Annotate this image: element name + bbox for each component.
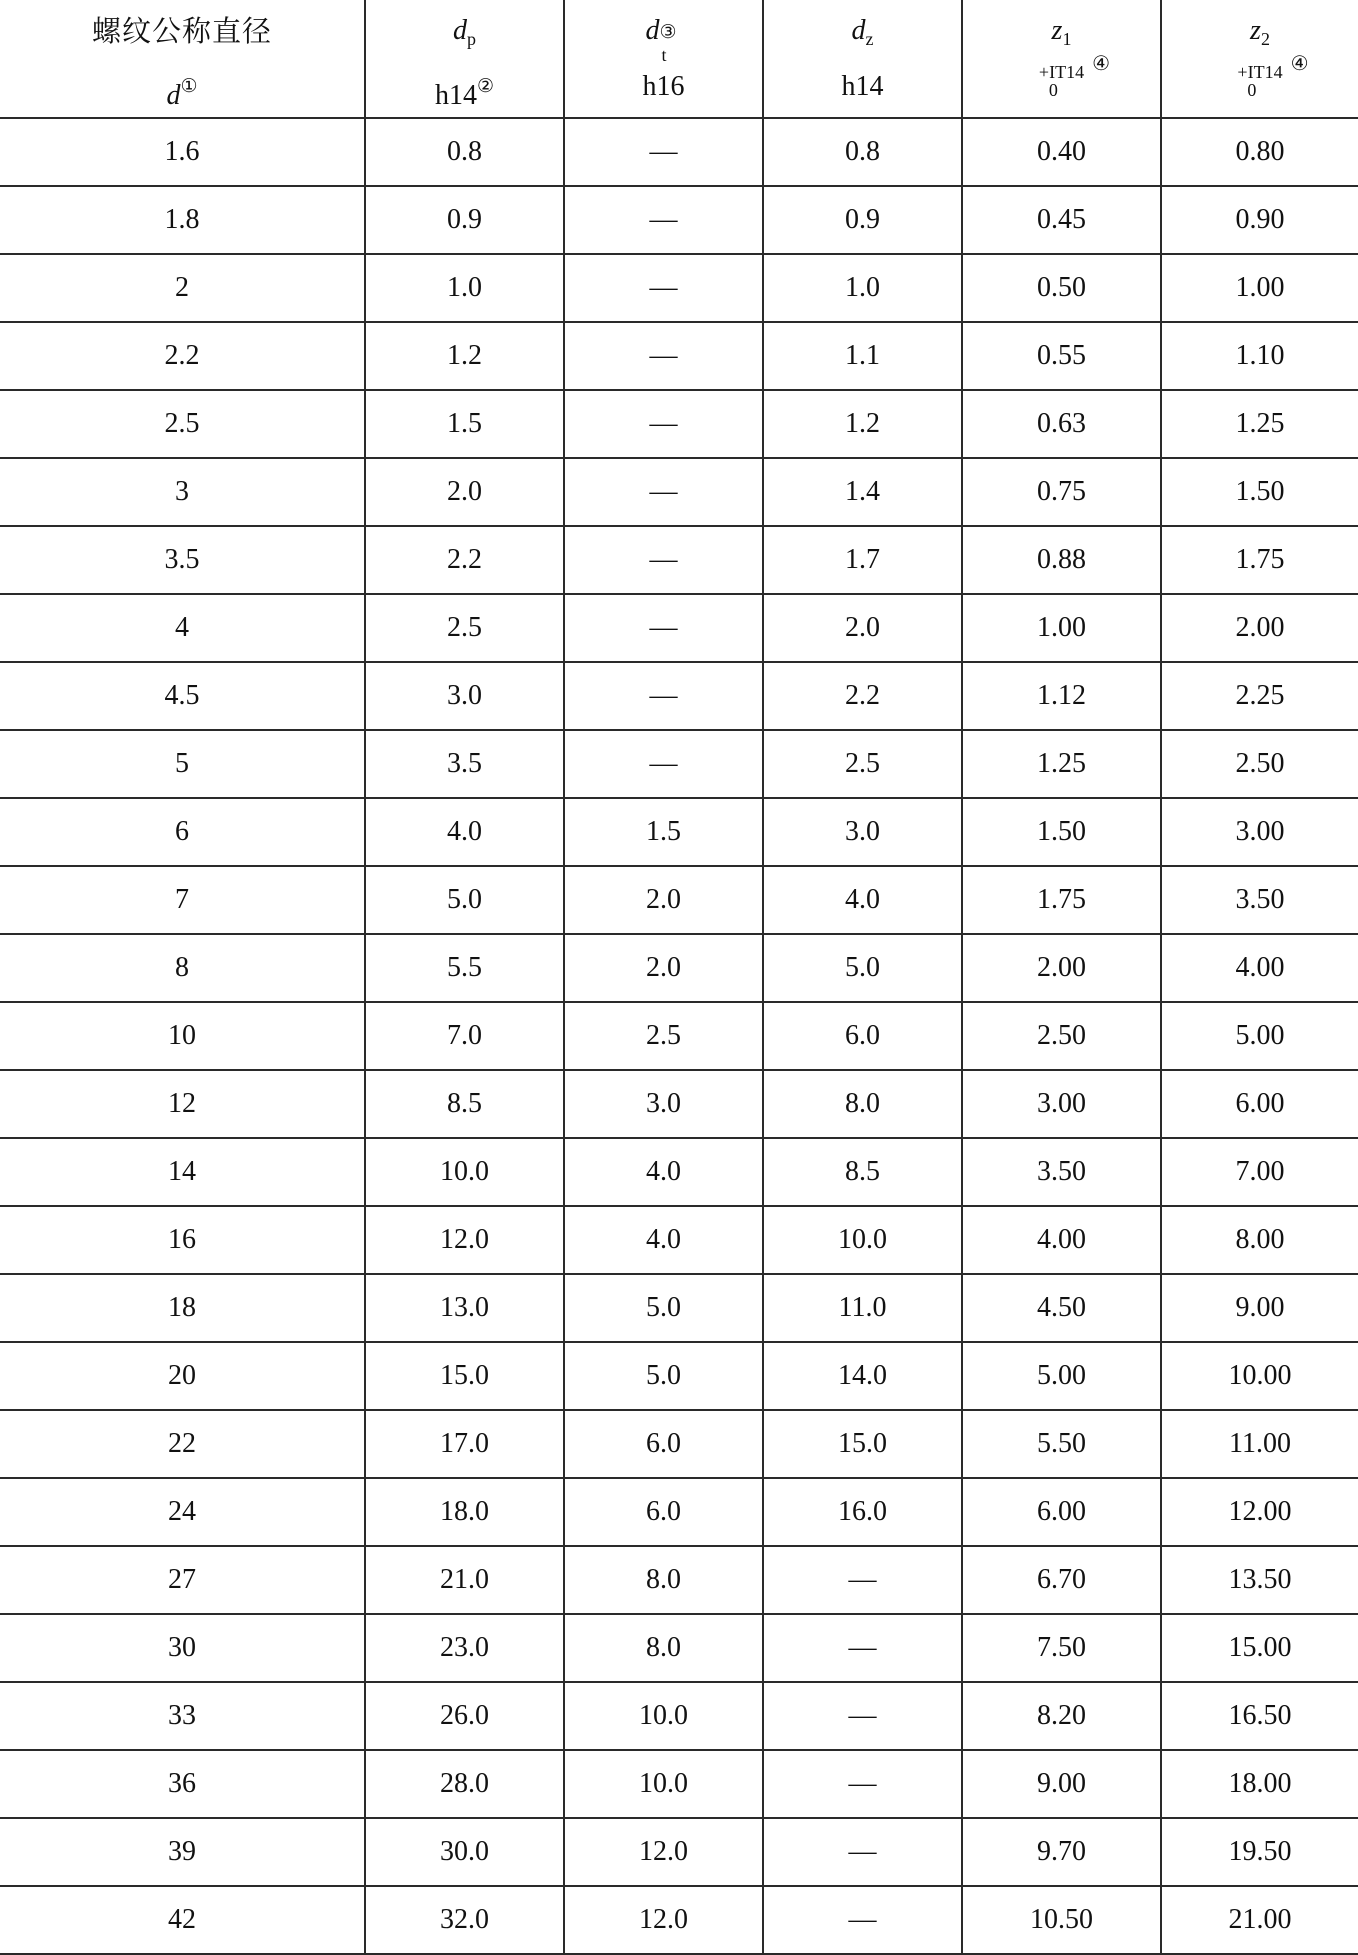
- cell-z2: 3.00: [1161, 798, 1358, 866]
- cell-dp: 1.2: [365, 322, 564, 390]
- table-row: [0, 186, 1358, 254]
- header-z1-tol-lower: 0: [1048, 79, 1058, 100]
- cell-z2: 1.50: [1161, 458, 1358, 526]
- cell-nominal-diameter: 12: [0, 1070, 365, 1138]
- cell-dp: 26.0: [365, 1682, 564, 1750]
- cell-dp: 28.0: [365, 1750, 564, 1818]
- cell-dz: 0.9: [763, 186, 962, 254]
- header-d-symbol: d: [166, 79, 181, 111]
- header-dt-subscript: t: [661, 44, 667, 65]
- table-row: [0, 1614, 1358, 1682]
- cell-z2: 11.00: [1161, 1410, 1358, 1478]
- cell-dt: 12.0: [564, 1818, 763, 1886]
- table-row: [0, 1818, 1358, 1886]
- header-dp-symbol: d: [453, 14, 467, 46]
- header-z2-tol-lower: 0: [1247, 79, 1257, 100]
- cell-z2: 13.50: [1161, 1546, 1358, 1614]
- cell-nominal-diameter: 16: [0, 1206, 365, 1274]
- header-z1-tol-upper: +IT14: [1038, 61, 1085, 82]
- cell-dz: 6.0: [763, 1002, 962, 1070]
- header-z1-subscript: 1: [1062, 28, 1072, 49]
- cell-dz: 8.0: [763, 1070, 962, 1138]
- cell-dp: 10.0: [365, 1138, 564, 1206]
- cell-z2: 9.00: [1161, 1274, 1358, 1342]
- cell-z2: 16.50: [1161, 1682, 1358, 1750]
- cell-dz: —: [763, 1818, 962, 1886]
- header-z2-tolerance: [1237, 52, 1309, 107]
- cell-z1: 4.50: [962, 1274, 1161, 1342]
- cell-nominal-diameter: 3.5: [0, 526, 365, 594]
- cell-nominal-diameter: 4: [0, 594, 365, 662]
- cell-dt: 10.0: [564, 1750, 763, 1818]
- table-row: [0, 1070, 1358, 1138]
- cell-nominal-diameter: 42: [0, 1886, 365, 1954]
- cell-dz: 5.0: [763, 934, 962, 1002]
- cell-dt: 8.0: [564, 1614, 763, 1682]
- cell-dz: —: [763, 1886, 962, 1954]
- cell-nominal-diameter: 20: [0, 1342, 365, 1410]
- cell-z2: 15.00: [1161, 1614, 1358, 1682]
- header-z2: [1161, 0, 1358, 118]
- header-dt-tolerance: h16: [642, 70, 685, 102]
- cell-z1: 5.00: [962, 1342, 1161, 1410]
- cell-z1: 0.75: [962, 458, 1161, 526]
- cell-dp: 0.8: [365, 118, 564, 186]
- cell-z2: 2.00: [1161, 594, 1358, 662]
- cell-z1: 1.50: [962, 798, 1161, 866]
- cell-dt: 8.0: [564, 1546, 763, 1614]
- table-row: [0, 1002, 1358, 1070]
- cell-dt: —: [564, 186, 763, 254]
- cell-dz: 2.0: [763, 594, 962, 662]
- cell-z2: 5.00: [1161, 1002, 1358, 1070]
- table-row: [0, 118, 1358, 186]
- cell-z1: 10.50: [962, 1886, 1161, 1954]
- cell-nominal-diameter: 1.8: [0, 186, 365, 254]
- cell-z1: 4.00: [962, 1206, 1161, 1274]
- table-row: [0, 1138, 1358, 1206]
- cell-dp: 5.5: [365, 934, 564, 1002]
- header-dt-symbol: d: [645, 14, 660, 46]
- cell-dp: 2.5: [365, 594, 564, 662]
- cell-dt: 4.0: [564, 1138, 763, 1206]
- cell-dt: —: [564, 322, 763, 390]
- cell-dp: 8.5: [365, 1070, 564, 1138]
- cell-z1: 0.40: [962, 118, 1161, 186]
- cell-dz: 14.0: [763, 1342, 962, 1410]
- cell-dt: —: [564, 118, 763, 186]
- cell-z2: 21.00: [1161, 1886, 1358, 1954]
- header-z2-note: ④: [1290, 52, 1309, 75]
- header-dz-subscript: z: [865, 28, 874, 49]
- header-z2-tol-upper: +IT14: [1237, 61, 1283, 82]
- cell-dz: 10.0: [763, 1206, 962, 1274]
- cell-nominal-diameter: 2.5: [0, 390, 365, 458]
- cell-dt: —: [564, 254, 763, 322]
- cell-dt: 12.0: [564, 1886, 763, 1954]
- cell-dp: 3.0: [365, 662, 564, 730]
- cell-nominal-diameter: 39: [0, 1818, 365, 1886]
- table-body: [0, 118, 1358, 1954]
- cell-dp: 0.9: [365, 186, 564, 254]
- cell-dp: 32.0: [365, 1886, 564, 1954]
- table-row: [0, 1478, 1358, 1546]
- table-row: [0, 390, 1358, 458]
- cell-nominal-diameter: 6: [0, 798, 365, 866]
- cell-z2: 2.25: [1161, 662, 1358, 730]
- cell-z2: 2.50: [1161, 730, 1358, 798]
- cell-dt: 2.5: [564, 1002, 763, 1070]
- cell-dp: 7.0: [365, 1002, 564, 1070]
- cell-z1: 2.50: [962, 1002, 1161, 1070]
- header-z1-symbol: z: [1051, 14, 1063, 46]
- cell-z2: 7.00: [1161, 1138, 1358, 1206]
- cell-nominal-diameter: 24: [0, 1478, 365, 1546]
- cell-dz: 8.5: [763, 1138, 962, 1206]
- cell-dz: 1.1: [763, 322, 962, 390]
- cell-z2: 1.00: [1161, 254, 1358, 322]
- cell-z2: 12.00: [1161, 1478, 1358, 1546]
- cell-nominal-diameter: 8: [0, 934, 365, 1002]
- cell-z1: 0.45: [962, 186, 1161, 254]
- cell-z2: 1.75: [1161, 526, 1358, 594]
- header-nominal-diameter: [0, 0, 365, 118]
- cell-dt: 1.5: [564, 798, 763, 866]
- cell-z2: 0.90: [1161, 186, 1358, 254]
- table-row: [0, 526, 1358, 594]
- cell-dt: 3.0: [564, 1070, 763, 1138]
- table-row: [0, 730, 1358, 798]
- cell-dp: 30.0: [365, 1818, 564, 1886]
- cell-nominal-diameter: 5: [0, 730, 365, 798]
- cell-dp: 5.0: [365, 866, 564, 934]
- cell-dt: —: [564, 390, 763, 458]
- header-row: [0, 0, 1358, 118]
- cell-z1: 9.00: [962, 1750, 1161, 1818]
- cell-dt: 2.0: [564, 866, 763, 934]
- cell-dp: 21.0: [365, 1546, 564, 1614]
- cell-z1: 3.00: [962, 1070, 1161, 1138]
- table-row: [0, 798, 1358, 866]
- cell-dz: 1.4: [763, 458, 962, 526]
- cell-nominal-diameter: 2: [0, 254, 365, 322]
- cell-dp: 17.0: [365, 1410, 564, 1478]
- cell-z2: 8.00: [1161, 1206, 1358, 1274]
- cell-z2: 19.50: [1161, 1818, 1358, 1886]
- cell-dz: 2.5: [763, 730, 962, 798]
- table-row: [0, 1682, 1358, 1750]
- header-nominal-diameter-label: 螺纹公称直径: [91, 13, 272, 48]
- cell-dt: —: [564, 594, 763, 662]
- table-row: [0, 866, 1358, 934]
- cell-z2: 0.80: [1161, 118, 1358, 186]
- table-row: [0, 322, 1358, 390]
- cell-z2: 1.25: [1161, 390, 1358, 458]
- header-dp: [365, 0, 564, 118]
- cell-dz: —: [763, 1682, 962, 1750]
- cell-z2: 4.00: [1161, 934, 1358, 1002]
- cell-z2: 6.00: [1161, 1070, 1358, 1138]
- cell-dz: —: [763, 1614, 962, 1682]
- cell-dp: 13.0: [365, 1274, 564, 1342]
- cell-z1: 1.25: [962, 730, 1161, 798]
- cell-z1: 3.50: [962, 1138, 1161, 1206]
- cell-z2: 18.00: [1161, 1750, 1358, 1818]
- cell-dt: —: [564, 458, 763, 526]
- cell-dz: 1.2: [763, 390, 962, 458]
- cell-nominal-diameter: 18: [0, 1274, 365, 1342]
- cell-z1: 6.70: [962, 1546, 1161, 1614]
- header-z1-note: ④: [1092, 52, 1111, 75]
- table-row: [0, 1274, 1358, 1342]
- cell-dp: 4.0: [365, 798, 564, 866]
- cell-nominal-diameter: 2.2: [0, 322, 365, 390]
- cell-dz: 2.2: [763, 662, 962, 730]
- cell-dz: 11.0: [763, 1274, 962, 1342]
- cell-z2: 10.00: [1161, 1342, 1358, 1410]
- cell-z1: 5.50: [962, 1410, 1161, 1478]
- cell-nominal-diameter: 7: [0, 866, 365, 934]
- cell-dz: 1.7: [763, 526, 962, 594]
- header-z2-symbol: z: [1250, 14, 1261, 46]
- header-dt-note: ③: [659, 21, 677, 43]
- table-row: [0, 1206, 1358, 1274]
- cell-z1: 0.88: [962, 526, 1161, 594]
- cell-z1: 6.00: [962, 1478, 1161, 1546]
- cell-z1: 1.00: [962, 594, 1161, 662]
- cell-z1: 7.50: [962, 1614, 1161, 1682]
- cell-dt: —: [564, 662, 763, 730]
- cell-nominal-diameter: 4.5: [0, 662, 365, 730]
- cell-dp: 2.2: [365, 526, 564, 594]
- table-row: [0, 594, 1358, 662]
- header-dz-symbol: d: [851, 14, 866, 46]
- cell-z1: 0.55: [962, 322, 1161, 390]
- cell-dt: 4.0: [564, 1206, 763, 1274]
- cell-z1: 9.70: [962, 1818, 1161, 1886]
- cell-z1: 0.63: [962, 390, 1161, 458]
- table-row: [0, 254, 1358, 322]
- cell-dz: —: [763, 1546, 962, 1614]
- cell-dp: 23.0: [365, 1614, 564, 1682]
- cell-dt: —: [564, 526, 763, 594]
- cell-dz: 16.0: [763, 1478, 962, 1546]
- cell-dz: —: [763, 1750, 962, 1818]
- header-dp-note: ②: [476, 75, 495, 97]
- cell-dp: 12.0: [365, 1206, 564, 1274]
- cell-nominal-diameter: 1.6: [0, 118, 365, 186]
- header-z1-tolerance: [1038, 52, 1111, 107]
- cell-dp: 1.5: [365, 390, 564, 458]
- header-dp-tolerance: h14: [434, 79, 477, 111]
- cell-z2: 3.50: [1161, 866, 1358, 934]
- cell-nominal-diameter: 3: [0, 458, 365, 526]
- cell-z2: 1.10: [1161, 322, 1358, 390]
- cell-z1: 8.20: [962, 1682, 1161, 1750]
- cell-dz: 15.0: [763, 1410, 962, 1478]
- header-dp-subscript: p: [467, 28, 476, 49]
- cell-dp: 18.0: [365, 1478, 564, 1546]
- table-row: [0, 934, 1358, 1002]
- cell-dt: 6.0: [564, 1478, 763, 1546]
- cell-nominal-diameter: 22: [0, 1410, 365, 1478]
- cell-dz: 3.0: [763, 798, 962, 866]
- cell-nominal-diameter: 10: [0, 1002, 365, 1070]
- table-row: [0, 1750, 1358, 1818]
- cell-z1: 0.50: [962, 254, 1161, 322]
- header-d-note: ①: [180, 75, 198, 97]
- cell-nominal-diameter: 36: [0, 1750, 365, 1818]
- header-z1: [962, 0, 1161, 118]
- cell-z1: 2.00: [962, 934, 1161, 1002]
- cell-dp: 15.0: [365, 1342, 564, 1410]
- cell-dp: 1.0: [365, 254, 564, 322]
- cell-dt: 6.0: [564, 1410, 763, 1478]
- header-dz: [763, 0, 962, 118]
- table-row: [0, 1886, 1358, 1954]
- cell-dp: 2.0: [365, 458, 564, 526]
- table-row: [0, 1410, 1358, 1478]
- table-row: [0, 1342, 1358, 1410]
- cell-dz: 0.8: [763, 118, 962, 186]
- cell-nominal-diameter: 14: [0, 1138, 365, 1206]
- cell-z1: 1.75: [962, 866, 1161, 934]
- table-row: [0, 662, 1358, 730]
- header-z2-subscript: 2: [1260, 28, 1270, 49]
- cell-dz: 1.0: [763, 254, 962, 322]
- table-row: [0, 458, 1358, 526]
- cell-dt: —: [564, 730, 763, 798]
- table-row: [0, 1546, 1358, 1614]
- cell-dt: 5.0: [564, 1274, 763, 1342]
- cell-dz: 4.0: [763, 866, 962, 934]
- cell-z1: 1.12: [962, 662, 1161, 730]
- cell-nominal-diameter: 27: [0, 1546, 365, 1614]
- cell-dt: 10.0: [564, 1682, 763, 1750]
- cell-dt: 5.0: [564, 1342, 763, 1410]
- header-dz-tolerance: h14: [841, 70, 884, 102]
- header-dt: [564, 0, 763, 118]
- cell-dp: 3.5: [365, 730, 564, 798]
- cell-nominal-diameter: 33: [0, 1682, 365, 1750]
- cell-nominal-diameter: 30: [0, 1614, 365, 1682]
- cell-dt: 2.0: [564, 934, 763, 1002]
